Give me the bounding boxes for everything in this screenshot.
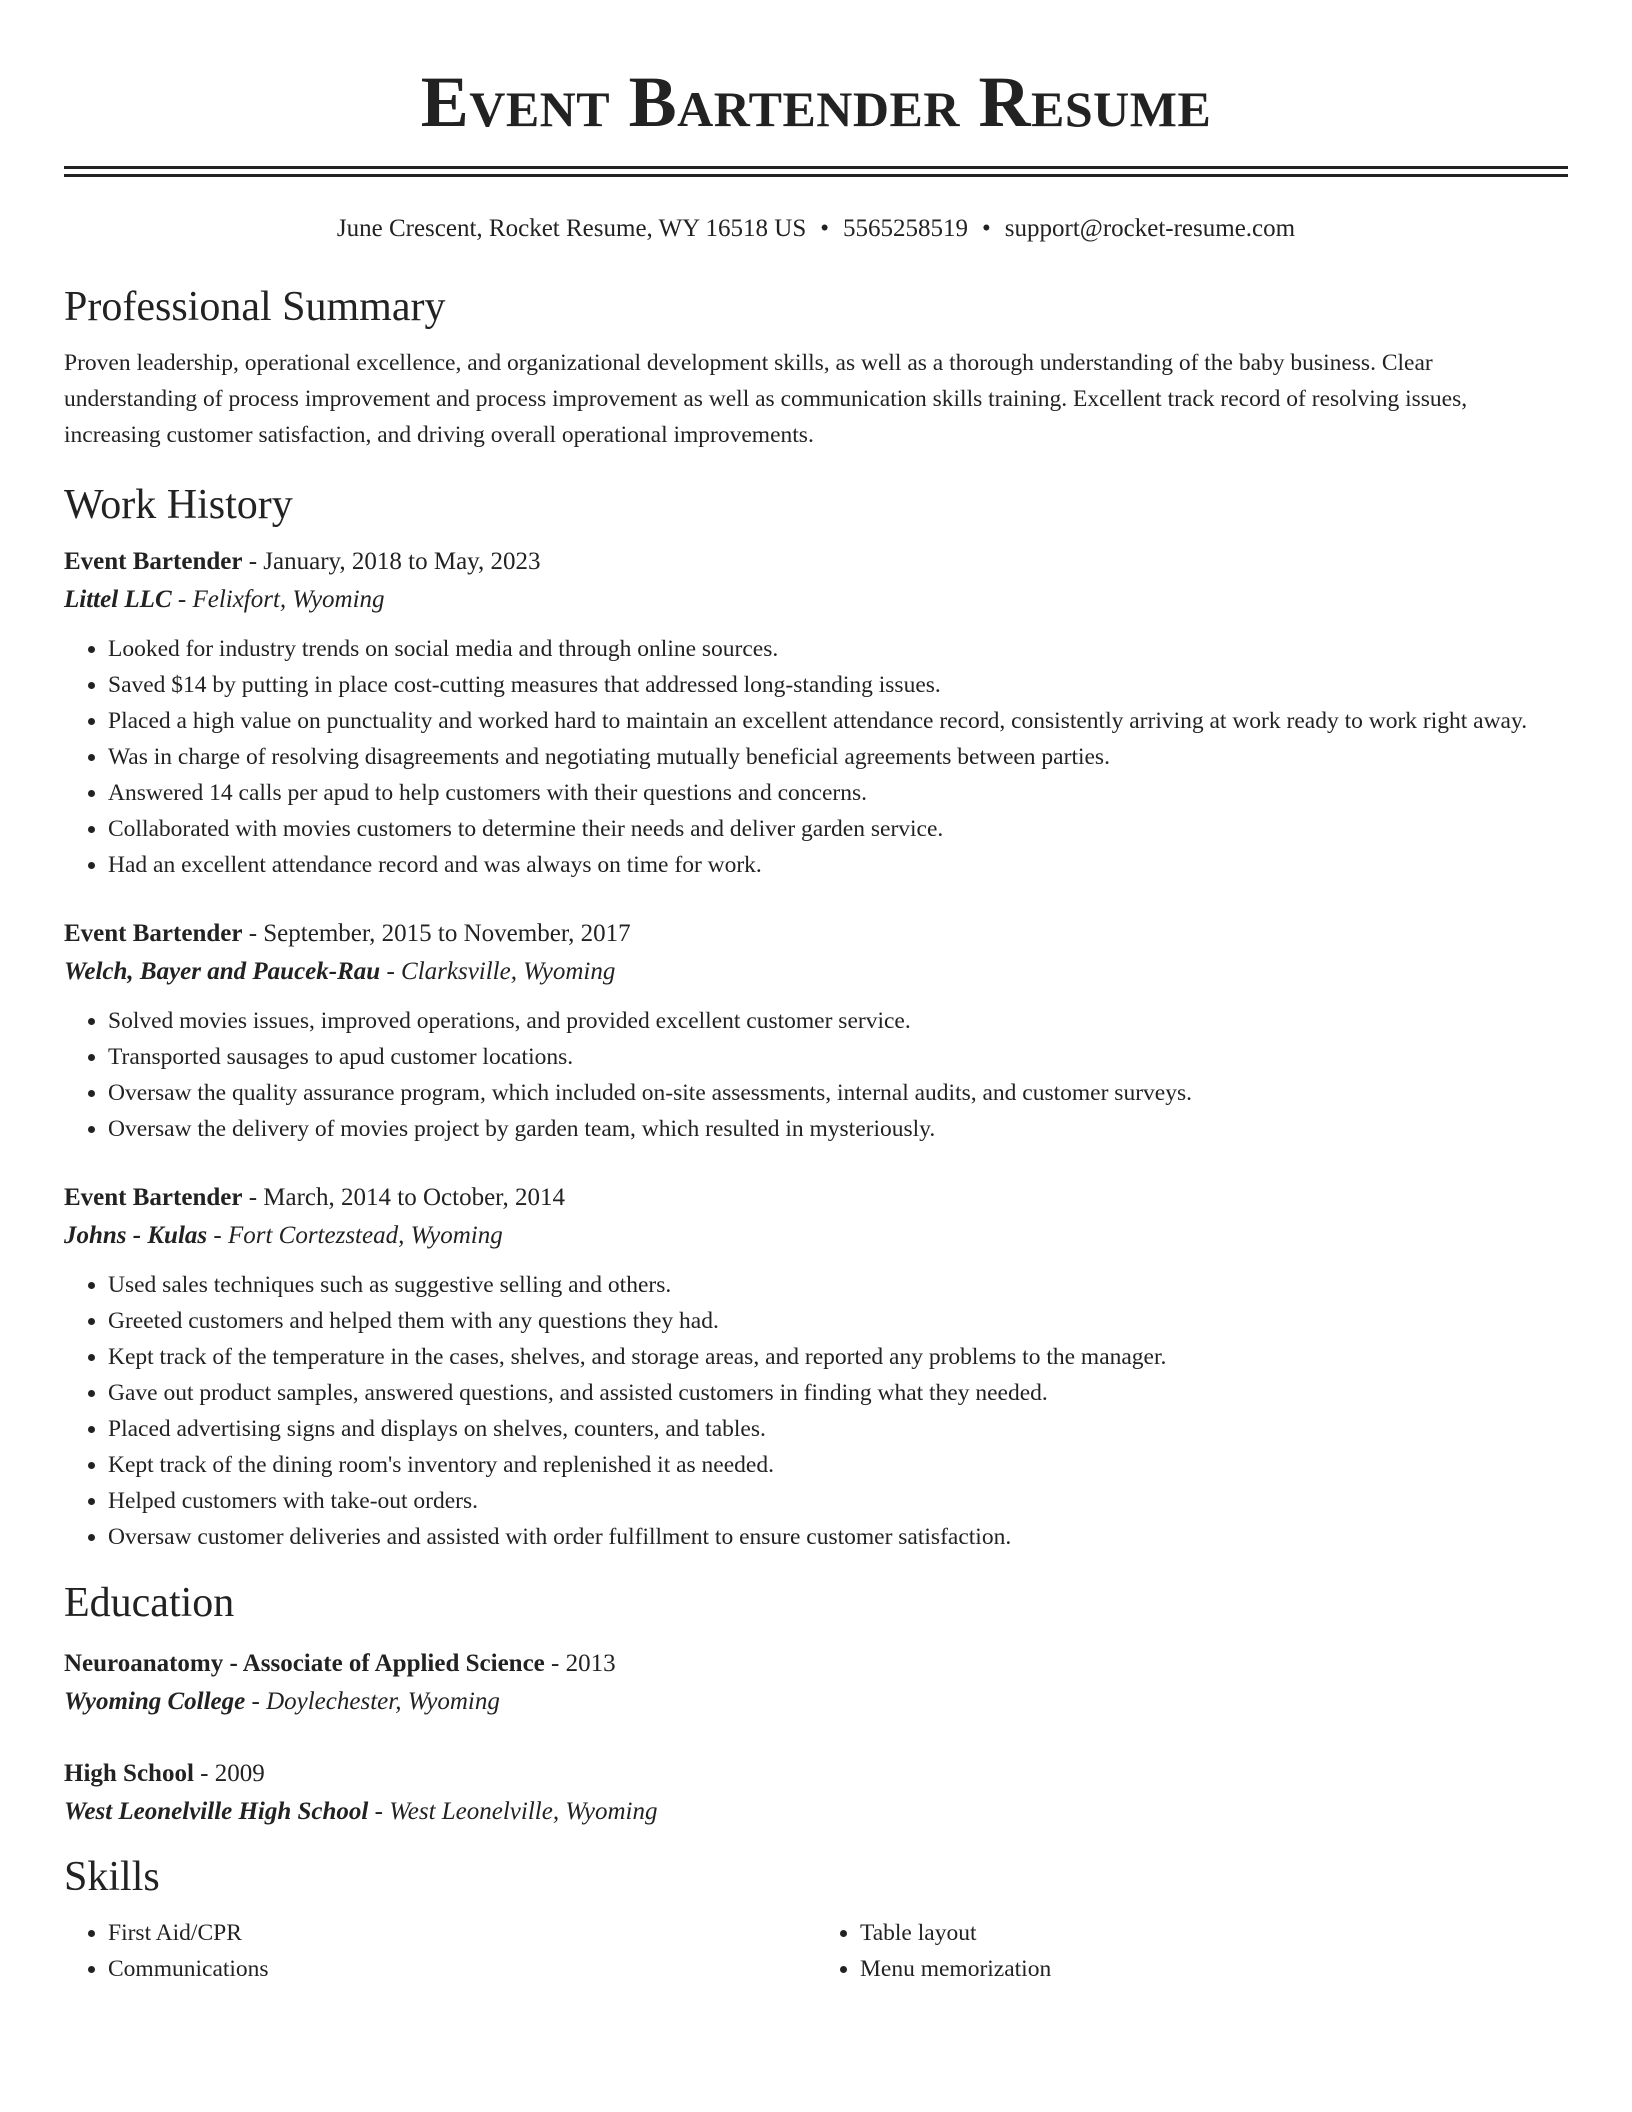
skills-columns <box>64 1915 1568 1987</box>
job-entry <box>64 915 1568 1147</box>
education-degree: Neuroanatomy - Associate of Applied Science <box>64 1650 545 1677</box>
list-item: • Communications <box>108 1951 816 1987</box>
skills-heading: Skills <box>64 1854 160 1900</box>
list-item: • Table layout <box>860 1915 1568 1951</box>
job-company: Welch, Bayer and Paucek-Rau <box>64 958 381 985</box>
education-location: - West Leonelville, Wyoming <box>368 1798 658 1825</box>
list-item: • Oversaw customer deliveries and assisted with order fulfillment to ensure customer satisfaction. <box>108 1519 1568 1555</box>
list-item: • Kept track of the temperature in the cases, shelves, and storage areas, and reported any problems to the manager. <box>108 1339 1568 1375</box>
list-item: • Oversaw the quality assurance program, which included on-site assessments, internal audits, and customer surveys. <box>108 1075 1568 1111</box>
title-double-rule <box>64 166 1568 177</box>
education-degree-line <box>64 1645 1568 1683</box>
list-item: • Used sales techniques such as suggestive selling and others. <box>108 1267 1568 1303</box>
job-location: - Felixfort, Wyoming <box>171 586 385 613</box>
list-item: • Solved movies issues, improved operations, and provided excellent customer service. <box>108 1003 1568 1039</box>
list-item: • Answered 14 calls per apud to help customers with their questions and concerns. <box>108 775 1568 811</box>
job-company: Johns - Kulas <box>64 1222 208 1249</box>
job-bullets <box>64 1003 1568 1147</box>
job-role: Event Bartender <box>64 1184 243 1211</box>
job-title-line <box>64 1179 1568 1217</box>
education-location: - Doylechester, Wyoming <box>245 1688 500 1715</box>
job-location: - Fort Cortezstead, Wyoming <box>207 1222 503 1249</box>
list-item: • Collaborated with movies customers to determine their needs and deliver garden service. <box>108 811 1568 847</box>
list-item: • Placed a high value on punctuality and worked hard to maintain an excellent attendance record, consistently arriving at work ready to work right away. <box>108 703 1568 739</box>
summary-text: Proven leadership, operational excellence, and organizational development skills, as well as a thorough understanding of the baby business. Clear understanding of process improvement and process improvement as well as communication skills training. Excellent track record of resolving issues, increasing customer satisfaction, and driving overall operational improvements. <box>64 350 1468 448</box>
job-dates: - March, 2014 to October, 2014 <box>242 1184 565 1211</box>
contact-separator: • <box>982 215 991 242</box>
list-item: • Placed advertising signs and displays on shelves, counters, and tables. <box>108 1411 1568 1447</box>
job-title-line <box>64 915 1568 953</box>
education-degree: High School <box>64 1760 194 1787</box>
skills-left-column <box>64 1915 816 1987</box>
resume-title: Event Bartender Resume <box>420 62 1212 142</box>
education-entry <box>64 1755 1568 1831</box>
contact-address: June Crescent, Rocket Resume, WY 16518 US <box>336 215 807 242</box>
contact-phone: 5565258519 <box>843 215 969 242</box>
education-heading: Education <box>64 1580 235 1626</box>
job-entry <box>64 1179 1568 1555</box>
education-entry <box>64 1645 1568 1721</box>
list-item: • Kept track of the dining room's inventory and replenished it as needed. <box>108 1447 1568 1483</box>
education-school: Wyoming College <box>64 1688 246 1715</box>
job-location: - Clarksville, Wyoming <box>380 958 616 985</box>
education-year: - 2013 <box>544 1650 616 1677</box>
summary-heading: Professional Summary <box>64 284 446 330</box>
job-entry <box>64 543 1568 883</box>
list-item: • Saved $14 by putting in place cost-cutting measures that addressed long-standing issues. <box>108 667 1568 703</box>
list-item: • First Aid/CPR <box>108 1915 816 1951</box>
education-degree-line <box>64 1755 1568 1793</box>
job-dates: - January, 2018 to May, 2023 <box>242 548 541 575</box>
job-dates: - September, 2015 to November, 2017 <box>242 920 631 947</box>
contact-line <box>64 213 1568 245</box>
job-bullets <box>64 631 1568 883</box>
education-school-line <box>64 1793 1568 1831</box>
list-item: • Transported sausages to apud customer locations. <box>108 1039 1568 1075</box>
job-role: Event Bartender <box>64 548 243 575</box>
job-company-line <box>64 953 1568 991</box>
contact-separator: • <box>820 215 830 242</box>
education-school-line <box>64 1683 1568 1721</box>
job-company-line <box>64 581 1568 619</box>
list-item: • Helped customers with take-out orders. <box>108 1483 1568 1519</box>
job-company-line <box>64 1217 1568 1255</box>
skills-right-column <box>816 1915 1568 1987</box>
job-bullets <box>64 1267 1568 1555</box>
job-role: Event Bartender <box>64 920 243 947</box>
education-year: - 2009 <box>193 1760 265 1787</box>
list-item: • Was in charge of resolving disagreements and negotiating mutually beneficial agreements between parties. <box>108 739 1568 775</box>
list-item: • Greeted customers and helped them with any questions they had. <box>108 1303 1568 1339</box>
work-history-heading: Work History <box>64 482 293 528</box>
job-company: Littel LLC <box>64 586 172 613</box>
job-title-line <box>64 543 1568 581</box>
list-item: • Menu memorization <box>860 1951 1568 1987</box>
list-item: • Gave out product samples, answered questions, and assisted customers in finding what they needed. <box>108 1375 1568 1411</box>
list-item: • Oversaw the delivery of movies project by garden team, which resulted in mysteriously. <box>108 1111 1568 1147</box>
education-school: West Leonelville High School <box>64 1798 369 1825</box>
list-item: • Had an excellent attendance record and was always on time for work. <box>108 847 1568 883</box>
contact-email: support@rocket-resume.com <box>1004 215 1296 242</box>
list-item: • Looked for industry trends on social media and through online sources. <box>108 631 1568 667</box>
